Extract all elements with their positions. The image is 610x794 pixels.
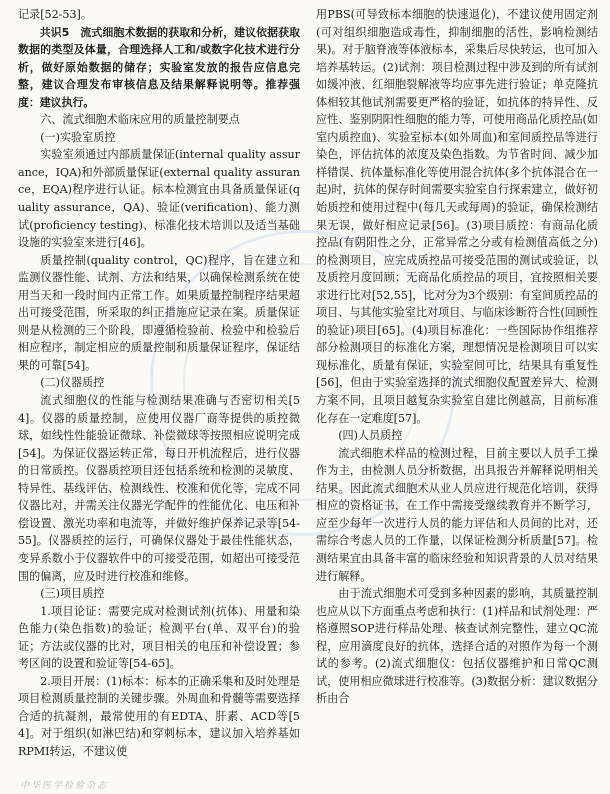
paragraph: 记录[52-53]。	[18, 8, 92, 21]
consensus-5: 共识5 流式细胞术数据的获取和分析，建议依据获取数据的类型及体量，合理选择人工和/或数字化技术进行分析，做好原始数据的储存；实验室发放的报告应信息完整，建议合理发布审核信息及结果解释说明等。推荐强度：建议执行。	[18, 25, 300, 109]
paragraph: 由于流式细胞术可受到多种因素的影响，其质量控制也应从以下方面重点考虑和执行：(1)样品和试剂处理：严格遵照SOP进行样品处理、核查试剂完整性，建立QC流程，应用滴度良好的抗体，选择合适的对照作为每一个测试的参考。(2)流式细胞仪：包括仪器维护和日常QC测试，使用相应微球进行校准等。(3)数据分析：建议数据分析由合	[316, 587, 598, 706]
footer-journal-name: 中华医学检验杂志	[20, 781, 109, 791]
paragraph: 1.项目论证：需要完成对检测试剂(抗体)、用量和染色能力(染色指数)的验证；检测平台(单、双平台)的验证；方法或仪器的比对，项目相关的电压和补偿设置；参考区间的设置和验证等[54-65]。	[18, 604, 300, 671]
paragraph: 质量控制(quality control，QC)程序，旨在建立和监测仪器性能、试剂、方法和结果，以确保检测系统在使用当天和一段时间内正常工作。如果质量控制程序结果超出可接受范围，所采取的纠正措施应记录在案。质量保证则是从检测的三个阶段，即遵循检验前、检验中和检验后相应程序，制定相应的质量控制和质量保证程序，保证结果的可靠[54]。	[18, 253, 300, 372]
paragraph: 流式细胞术样品的检测过程，目前主要以人员手工操作为主，由检测人员分析数据，出具报告并解释说明相关结果。因此流式细胞术从业人员应进行规范化培训，获得相应的资格证书，在工作中需接受继续教育并不断学习，应至少每年一次进行人员的能力评估和人员间的比对，还需综合考虑人员的工作量，以保证检测分析质量[57]。检测结果宜由具备丰富的临床经验和知识背景的人员对结果进行解释。	[316, 446, 598, 583]
subsection-heading: (一)实验室质控	[40, 130, 116, 144]
paragraph: 用PBS(可导致标本细胞的快速退化)，不建议使用固定剂(可对组织细胞造成毒性，抑制细胞的活性，影响检测结果)。对于脑脊液等体液标本，采集后尽快转运，也可加入培养基转运。(2)试剂：项目检测过程中涉及到的所有试剂如缓冲液、红细胞裂解液等均应事先进行验证；单克隆抗体相较其他试剂需要更严格的验证，如抗体的特异性、反应性、鉴别阴阳性细胞的能力等，可使用商品化质控品(如室内质控血)、实验室标本(如外周血)和室间质控品等进行染色，评估抗体的浓度及染色指数。为节省时间、减少加样错误、抗体量标准化等使用混合抗体(多个抗体混合在一起)时，抗体的保存时间需要实验室自行探索建立，做好初始质控和使用过程中(每几天或每周)的验证，确保检测结果无误，做好相应记录[56]。(3)项目质控：有商品化质控品(有阴阳性之分，正常异常之分或有检测值高低之分)的检测项目，应完成质控品可接受范围的测试或验证，以及质控月度回顾；无商品化质控品的项目，宜按照相关要求进行比对[52,55]，比对分为3个级别：有室间质控品的项目、与其他实验室比对项目、与临床诊断符合性(回顾性的验证)项目[65]。(4)项目标准化：一些国际协作组推荐部分检测项目的标准化方案，理想情况是检测项目可以实现标准化，质量有保证，实验室间可比，结果具有重复性[56]，但由于实验室选择的流式细胞仪配置差异大、检测方案不同，且项目越复杂实验室自建比例越高，目前标准化存在一定难度[57]。	[316, 8, 598, 425]
paragraph: 流式细胞仪的性能与检测结果准确与否密切相关[54]。仪器的质量控制，应使用仪器厂商等提供的质控微球，如线性性能验证微球、补偿微球等按照相应说明完成[54]。为保证仪器运转正常，每日开机流程后，进行仪器的日常质控。仪器质控项目还包括系统和检测的灵敏度、特异性、基线评估、检测线性、校准和优化等，完成不同仪器比对，并需关注仪器光学配件的性能优化、电压和补偿设置、激光功率和电流等，并做好维护保养记录等[54-55]。仪器质控的运行，可确保仪器处于最佳性能状态，变异系数小于仪器软件中的可接受范围，如超出可接受范围的偏离，应及时进行校准和维修。	[18, 394, 300, 583]
subsection-heading: (三)项目质控	[40, 587, 105, 601]
section-heading: 六、流式细胞术临床应用的质量控制要点	[40, 113, 240, 127]
right-column	[316, 6, 598, 708]
paragraph: 实验室须通过内部质量保证(internal quality assurance，IQA)和外部质量保证(external quality assurance，EQA)程序进行认证。标本检测宜由具备质量保证(quality assurance，QA)、验证(verification)、能力测试(proficiency testing)、标准化技术培训以及适当基础设施的实验室来进行[46]。	[18, 148, 300, 250]
subsection-heading: (四)人员质控	[338, 429, 403, 443]
left-column	[18, 6, 300, 761]
paragraph: 2.项目开展：(1)标本：标本的正确采集和及时处理是项目检测质量控制的关键步骤。外周血和骨髓等需要选择合适的抗凝剂，最常使用的有EDTA、肝素、ACD等[54]。对于组织(如淋巴结)和穿刺标本，建议加入培养基如RPMI转运，不建议使	[18, 674, 300, 758]
subsection-heading: (二)仪器质控	[40, 376, 105, 390]
